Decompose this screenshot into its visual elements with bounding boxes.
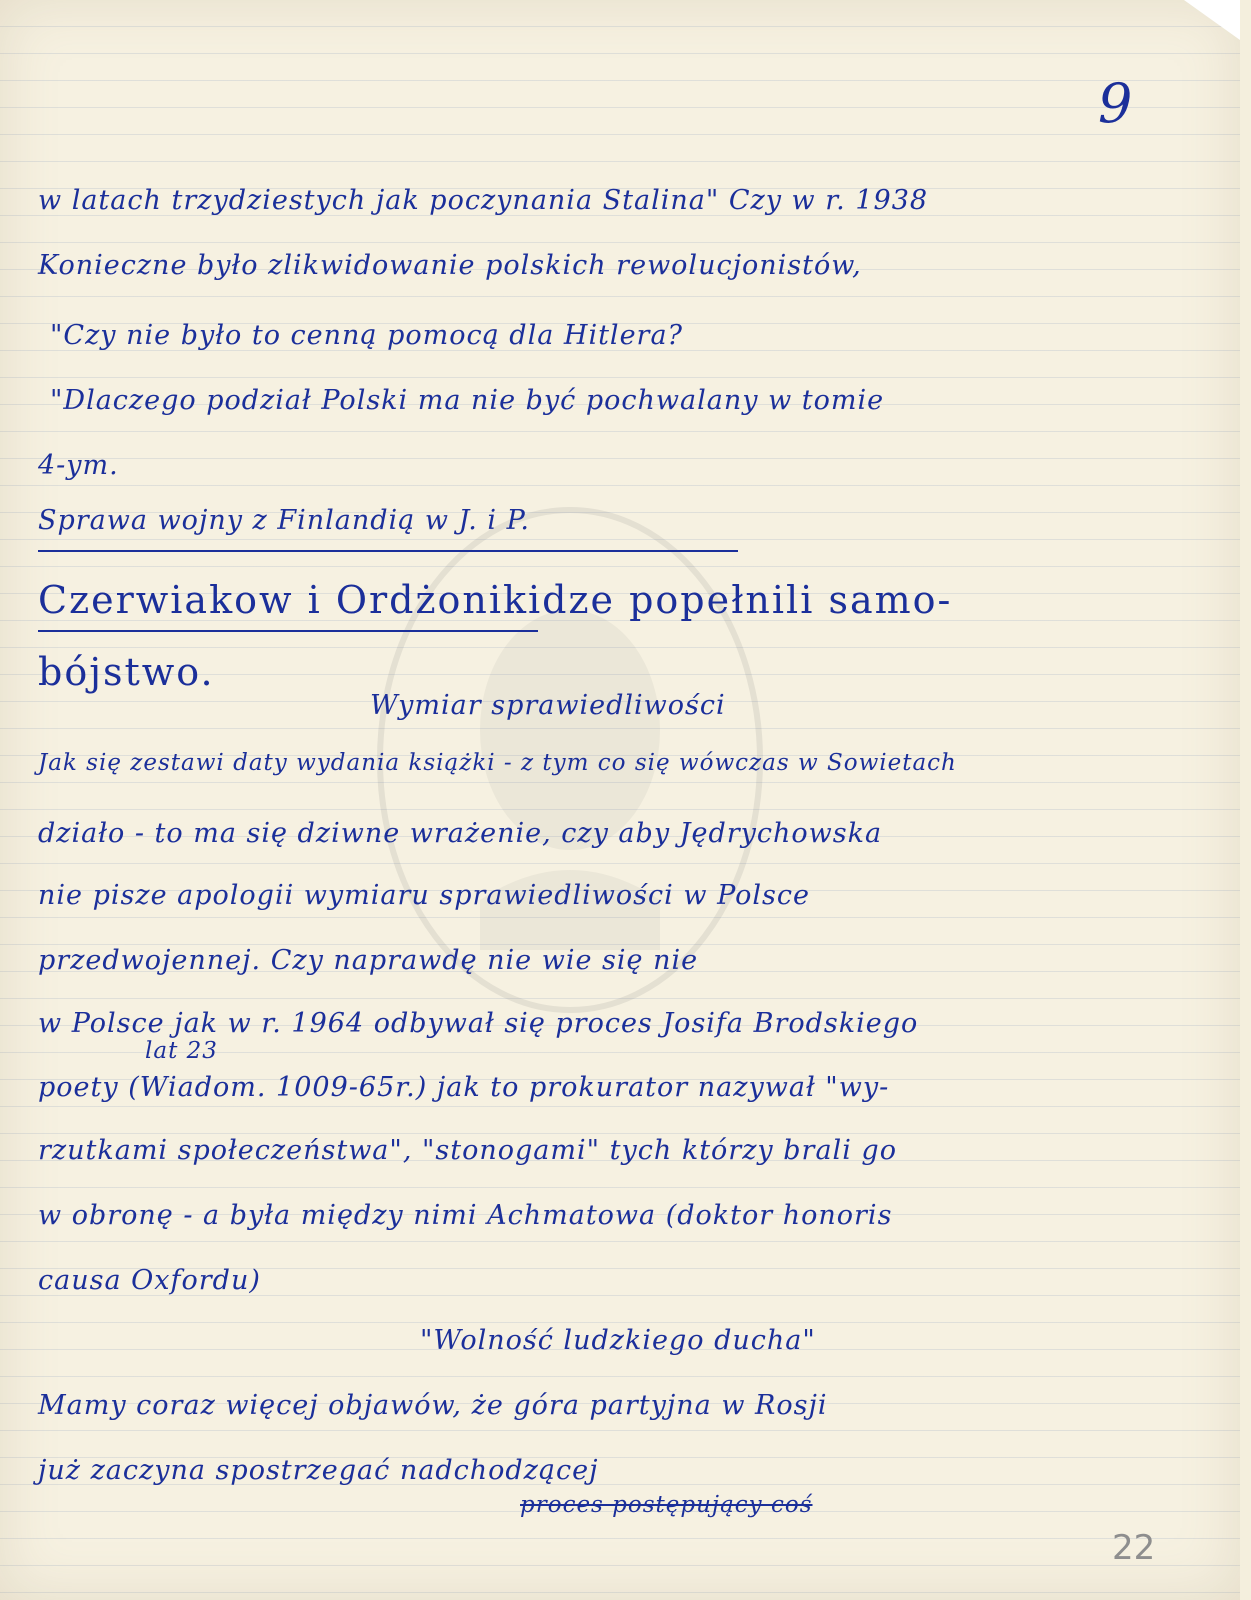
- underline-rule-2: [38, 630, 538, 632]
- page-number: 9: [1098, 72, 1133, 135]
- text-line-5: 4-ym.: [38, 450, 119, 481]
- text-line-18: causa Oxfordu): [38, 1265, 261, 1296]
- text-line-17: w obronę - a była między nimi Achmatowa (doktor honoris: [38, 1200, 893, 1231]
- text-line-16: rzutkami społeczeństwa", "stonogami" tych którzy brali go: [38, 1135, 897, 1166]
- section-heading-freedom: "Wolność ludzkiego ducha": [420, 1325, 816, 1356]
- text-line-15: poety (Wiadom. 1009-65r.) jak to prokurator nazywał "wy-: [38, 1072, 890, 1103]
- text-line-6: Sprawa wojny z Finlandią w J. i P.: [38, 505, 530, 536]
- text-line-11: działo - to ma się dziwne wrażenie, czy aby Jędrychowska: [38, 818, 883, 849]
- text-line-2: Konieczne było zlikwidowanie polskich rewolucjonistów,: [38, 250, 862, 281]
- text-line-4: "Dlaczego podział Polski ma nie być pochwalany w tomie: [50, 385, 885, 416]
- text-line-14: w Polsce jak w r. 1964 odbywał się proces Josifa Brodskiego: [38, 1008, 919, 1039]
- section-heading-justice: Wymiar sprawiedliwości: [370, 690, 726, 721]
- margin-note: lat 23: [145, 1038, 218, 1064]
- text-line-13: przedwojennej. Czy naprawdę nie wie się nie: [38, 945, 699, 976]
- text-line-20: Mamy coraz więcej objawów, że góra partyjna w Rosji: [38, 1390, 828, 1421]
- text-line-12: nie pisze apologii wymiaru sprawiedliwości w Polsce: [38, 880, 810, 911]
- struck-text: proces postępujący coś: [520, 1492, 813, 1518]
- text-line-3: "Czy nie było to cenną pomocą dla Hitlera?: [50, 320, 684, 351]
- underline-rule: [38, 550, 738, 552]
- text-line-10: Jak się zestawi daty wydania książki - z tym co się wówczas w Sowietach: [38, 750, 957, 776]
- text-line-7: Czerwiakow i Ordżonikidze popełnili samo-: [38, 578, 953, 622]
- text-line-8: bójstwo.: [38, 650, 215, 694]
- text-line-21: już zaczyna spostrzegać nadchodzącej: [38, 1455, 599, 1486]
- torn-corner: [1170, 0, 1240, 40]
- text-line-1: w latach trzydziestych jak poczynania Stalina" Czy w r. 1938: [38, 185, 929, 216]
- archive-number: 22: [1112, 1528, 1156, 1568]
